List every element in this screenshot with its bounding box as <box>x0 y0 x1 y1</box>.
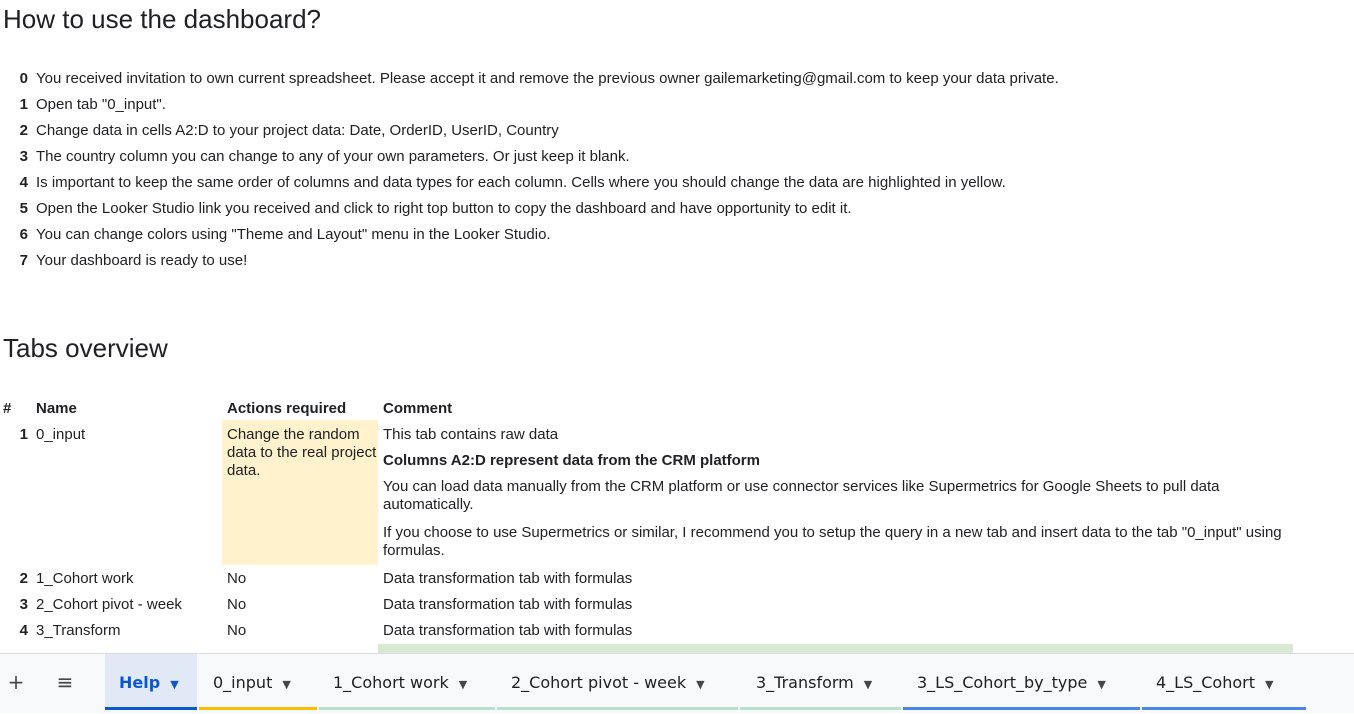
tab-label: 0_input <box>213 673 273 692</box>
tab-0-input[interactable] <box>199 654 317 710</box>
tab-1-cohort-work[interactable] <box>319 654 495 710</box>
tab-label: 3_Transform <box>756 673 854 692</box>
table-cell-actions[interactable]: No <box>227 622 247 639</box>
step-text: Is important to keep the same order of columns and data types for each column. Cells where you should change the data are highlighted in yellow. <box>36 174 1006 191</box>
list-item[interactable] <box>0 248 1354 274</box>
tab-color-line <box>319 707 495 710</box>
list-item[interactable] <box>0 66 1354 92</box>
step-text: You can change colors using "Theme and Layout" menu in the Looker Studio. <box>36 226 551 243</box>
step-text: The country column you can change to any of your own parameters. Or just keep it blank. <box>36 148 630 165</box>
highlight-cell <box>378 644 1293 653</box>
list-item[interactable] <box>0 92 1354 118</box>
step-number: 4 <box>19 174 28 191</box>
tab-3-transform[interactable] <box>740 654 901 710</box>
table-cell-comment[interactable]: Data transformation tab with formulas <box>383 622 633 639</box>
tab-color-line <box>199 707 317 710</box>
list-item[interactable] <box>0 118 1354 144</box>
caret-down-icon[interactable]: ▼ <box>282 678 291 691</box>
page-title: How to use the dashboard? <box>3 4 321 34</box>
sheet-tab-bar <box>0 653 1354 713</box>
step-number: 2 <box>19 122 28 139</box>
row-number[interactable]: 2 <box>19 570 28 587</box>
step-number: 5 <box>19 200 28 217</box>
table-cell-name[interactable]: 2_Cohort pivot - week <box>36 596 182 613</box>
table-cell-comment[interactable]: Columns A2:D represent data from the CRM platform <box>383 452 760 469</box>
table-cell-name[interactable]: 0_input <box>36 426 86 443</box>
tab-2-cohort-pivot-week[interactable] <box>497 654 738 710</box>
row-number[interactable]: 4 <box>19 622 28 639</box>
list-item[interactable] <box>0 170 1354 196</box>
table-cell-comment[interactable]: Data transformation tab with formulas <box>383 596 633 613</box>
caret-down-icon[interactable]: ▼ <box>696 678 705 691</box>
caret-down-icon[interactable]: ▼ <box>863 678 873 691</box>
table-cell-comment[interactable]: This tab contains raw data <box>383 426 559 443</box>
step-number: 3 <box>19 148 28 165</box>
tab-3-ls-cohort-by-type[interactable] <box>903 654 1140 710</box>
caret-down-icon[interactable]: ▼ <box>1097 678 1106 691</box>
column-header: # <box>3 400 12 417</box>
table-cell-actions[interactable]: Change the random data to the real project data. <box>227 426 377 479</box>
table-cell-comment[interactable]: You can load data manually from the CRM platform or use connector services like Supermetrics for Google Sheets to pull data automatically. <box>383 478 1220 513</box>
step-number: 0 <box>19 70 28 87</box>
step-text: Change data in cells A2:D to your project data: Date, OrderID, UserID, Country <box>36 122 559 139</box>
tab-label: 1_Cohort work <box>333 673 449 692</box>
tab-color-line <box>903 707 1140 710</box>
table-cell-actions[interactable]: No <box>227 570 247 587</box>
table-cell-name[interactable]: 1_Cohort work <box>36 570 134 587</box>
list-item[interactable] <box>0 196 1354 222</box>
step-number: 1 <box>19 96 28 113</box>
tab-color-line <box>105 707 197 710</box>
step-number: 6 <box>19 226 28 243</box>
caret-down-icon[interactable]: ▼ <box>1265 678 1274 691</box>
step-text: You received invitation to own current spreadsheet. Please accept it and remove the previous owner gailemarketing@gmail.com to keep your data private. <box>36 70 1059 87</box>
step-text: Your dashboard is ready to use! <box>36 252 248 269</box>
menu-icon[interactable]: ≡ <box>56 670 74 694</box>
plus-icon[interactable]: + <box>7 670 25 694</box>
step-text: Open the Looker Studio link you received and click to right top button to copy the dashboard and have opportunity to edit it. <box>36 200 852 217</box>
caret-down-icon[interactable]: ▼ <box>170 678 179 691</box>
tab-label: 4_LS_Cohort <box>1156 673 1255 692</box>
tab-color-line <box>497 707 738 710</box>
table-cell-name[interactable]: 3_Transform <box>36 622 121 639</box>
row-number[interactable]: 3 <box>19 596 28 613</box>
column-header: Name <box>36 400 77 417</box>
caret-down-icon[interactable]: ▼ <box>458 678 468 691</box>
tab-color-line <box>740 707 901 710</box>
tab-help[interactable] <box>105 654 197 710</box>
tab-label: 3_LS_Cohort_by_type <box>917 673 1088 692</box>
tab-label: Help <box>119 673 161 692</box>
tab-color-line <box>1142 707 1306 710</box>
section-title: Tabs overview <box>3 333 168 363</box>
tab-4-ls-cohort[interactable] <box>1142 654 1306 710</box>
step-text: Open tab "0_input". <box>36 96 166 113</box>
column-header: Actions required <box>227 400 347 417</box>
list-item[interactable] <box>0 222 1354 248</box>
row-number[interactable]: 1 <box>19 426 28 443</box>
column-header: Comment <box>383 400 453 417</box>
table-cell-comment[interactable]: If you choose to use Supermetrics or similar, I recommend you to setup the query in a new tab and insert data to the tab "0_input" using formulas. <box>383 524 1282 559</box>
step-number: 7 <box>19 252 28 269</box>
table-cell-actions[interactable]: No <box>227 596 247 613</box>
tab-label: 2_Cohort pivot - week <box>511 673 687 692</box>
list-item[interactable] <box>0 144 1354 170</box>
table-cell-comment[interactable]: Data transformation tab with formulas <box>383 570 633 587</box>
